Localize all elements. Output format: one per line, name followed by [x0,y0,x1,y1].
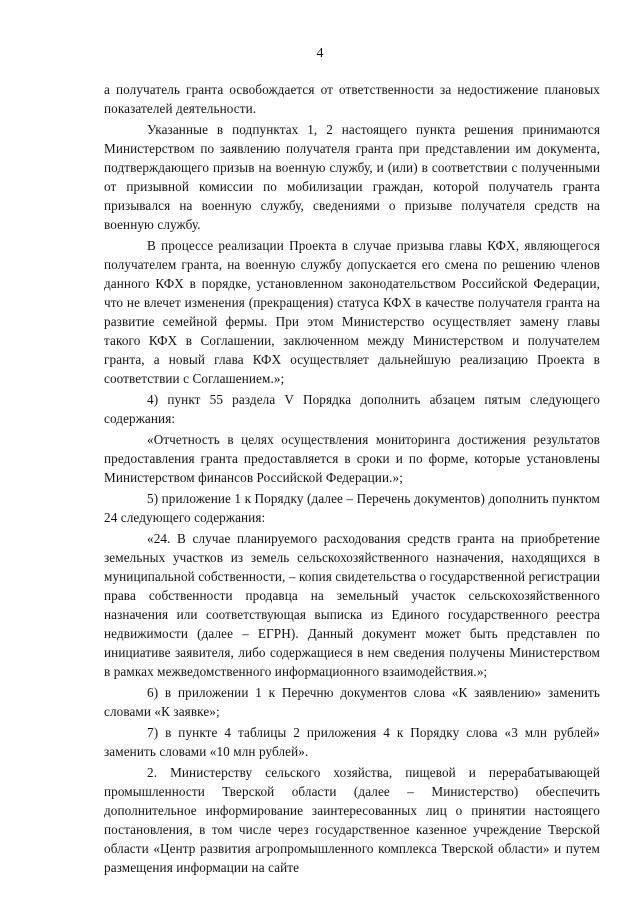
paragraph-item-5: 5) приложение 1 к Порядку (далее – Перечень документов) дополнить пунктом 24 следующего содержания: [104,491,600,525]
paragraph-reporting-quote: «Отчетность в целях осуществления мониторинга достижения результатов предоставления гранта предоставляется в сроки и по форме, которые установлены Министерством финансов Российской Федерации.»; [104,432,600,485]
paragraph-item-6: 6) в приложении 1 к Перечню документов слова «К заявлению» заменить словами «К заявке»; [104,685,600,719]
document-body [104,80,600,877]
paragraph-kfh-head-replacement: В процессе реализации Проекта в случае призыва главы КФХ, являющегося получателем гранта, на военную службу допускается его смена по решению членов данного КФХ в порядке, установленном законодательством Российской Федерации, что не влечет изменения (прекращения) статуса КФХ в качестве получателя гранта на развитие семейной фермы. При этом Министерство осуществляет замену главы такого КФХ в Соглашении, заключенном между Министерством и получателем гранта, а новый глава КФХ осуществляет дальнейшую реализацию Проекта в соответствии с Соглашением.»; [104,238,600,386]
paragraph-item-4: 4) пункт 55 раздела V Порядка дополнить абзацем пятым следующего содержания: [104,392,600,426]
paragraph-point-24-quote: «24. В случае планируемого расходования средств гранта на приобретение земельных участков из земель сельскохозяйственного назначения, находящихся в муниципальной собственности, – копия свидетельства о государственной регистрации права собственности продавца на земельный участок сельскохозяйственного назначения или соответствующая выписка из Единого государственного реестра недвижимости (далее – ЕГРН). Данный документ может быть представлен по инициативе заявителя, либо содержащиеся в нем сведения получены Министерством в рамках межведомственного информационного взаимодействия.»; [104,531,600,679]
paragraph-item-7: 7) в пункте 4 таблицы 2 приложения 4 к Порядку слова «3 млн рублей» заменить словами «10 млн рублей». [104,725,600,759]
page-number: 4 [316,46,324,61]
paragraph-continuation: а получатель гранта освобождается от ответственности за недостижение плановых показателей деятельности. [104,82,600,116]
paragraph-decision-basis: Указанные в подпунктах 1, 2 настоящего пункта решения принимаются Министерством по заявлению получателя гранта при представлении им документа, подтверждающего призыв на военную службу, и (или) в соответствии с полученными от призывной комиссии по мобилизации граждан, которой получатель гранта призывался на военную службу, сведениями о призыве получателя средств на военную службу. [104,122,600,232]
paragraph-section-2: 2. Министерству сельского хозяйства, пищевой и перерабатывающей промышленности Тверской области (далее – Министерство) обеспечить дополнительное информирование заинтересованных лиц о принятии настоящего постановления, в том числе через государственное казенное учреждение Тверской области «Центр развития агропромышленного комплекса Тверской области» и путем размещения информации на сайте [104,765,600,875]
